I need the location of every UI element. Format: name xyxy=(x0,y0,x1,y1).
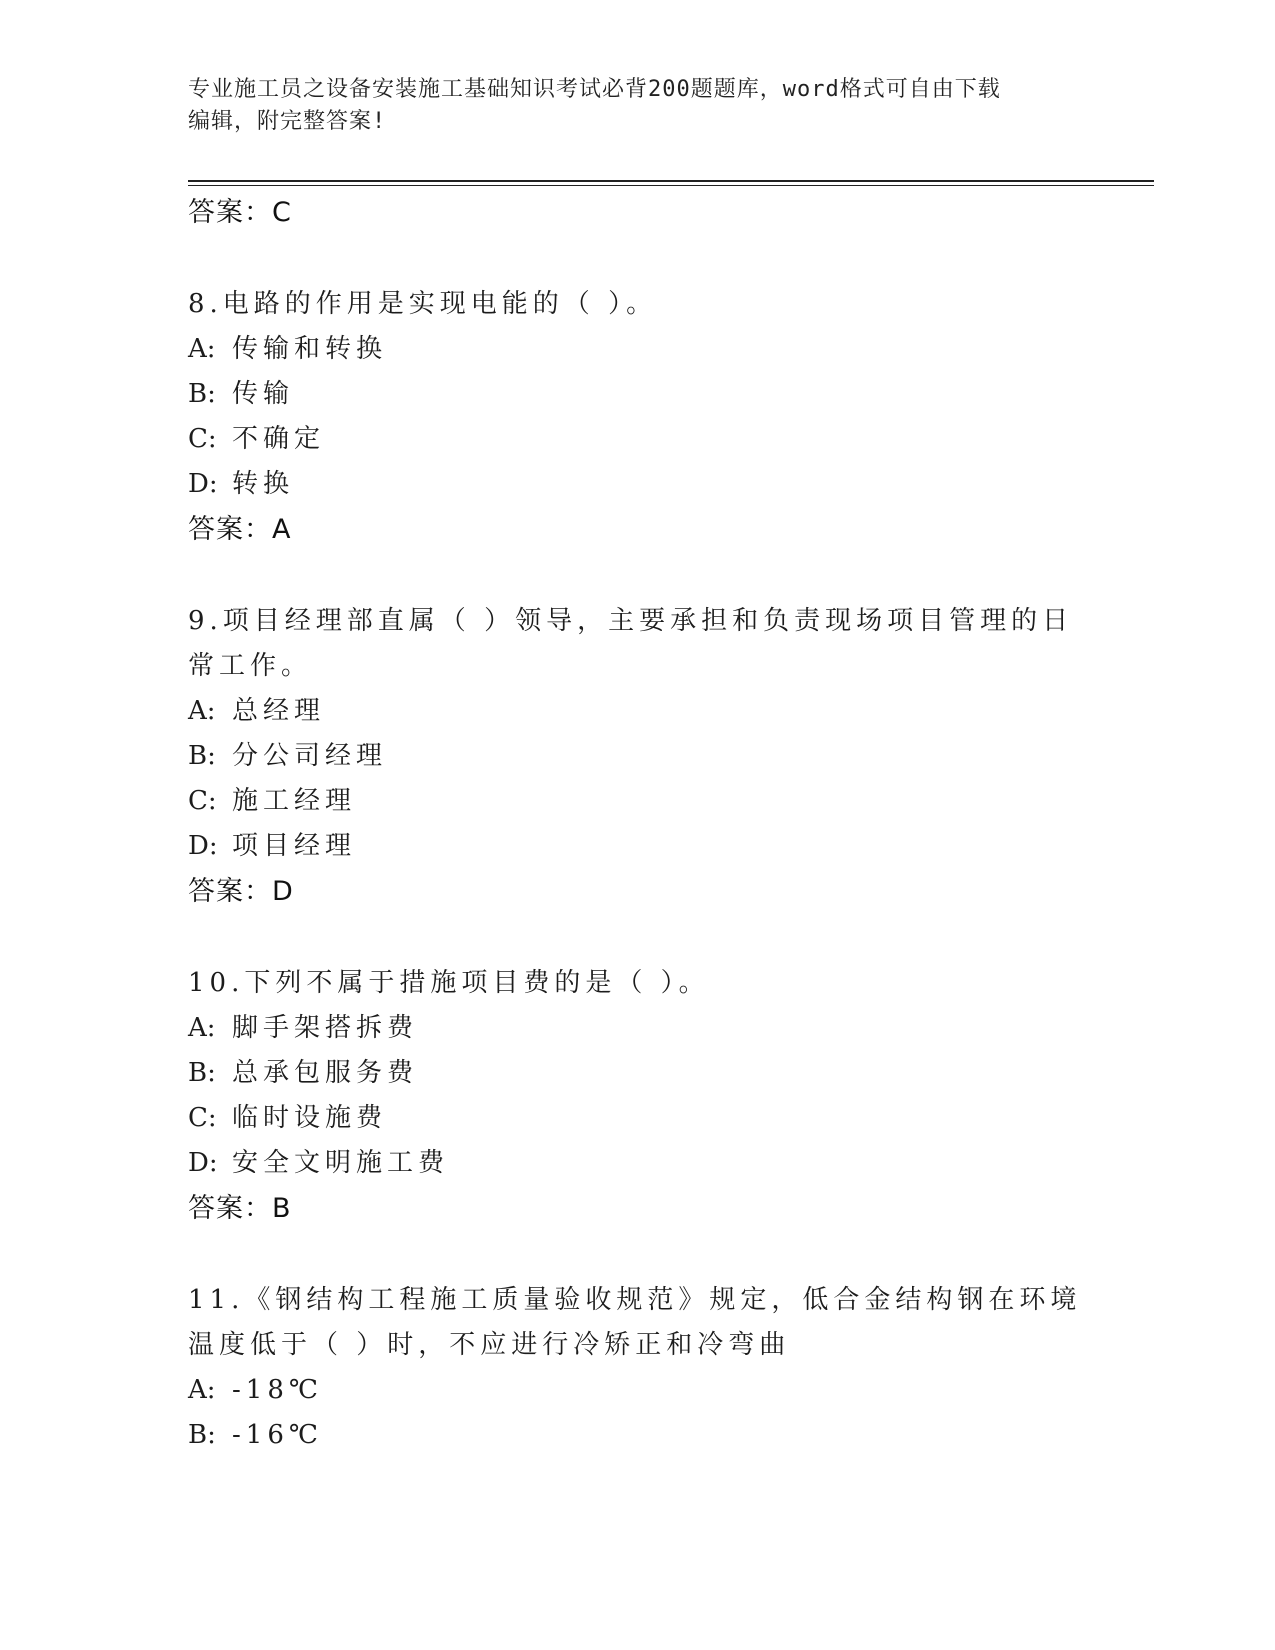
option-text: 施工经理 xyxy=(232,786,357,816)
spacer xyxy=(188,1232,1088,1278)
option-letter: C: xyxy=(188,424,217,454)
question-block xyxy=(188,599,1088,915)
option-a xyxy=(188,1006,1088,1051)
document-header xyxy=(188,74,1068,138)
spacer xyxy=(188,236,1088,282)
question-block xyxy=(188,282,1088,553)
header-title-line-2: 编辑，附完整答案! xyxy=(188,109,387,134)
option-letter: C: xyxy=(188,1103,217,1133)
answer-line: 答案：B xyxy=(188,1193,292,1224)
option-d xyxy=(188,1141,1088,1186)
option-text: 项目经理 xyxy=(232,831,357,861)
option-letter: D: xyxy=(188,1148,218,1178)
option-letter: D: xyxy=(188,469,218,499)
spacer xyxy=(188,553,1088,599)
option-b xyxy=(188,1413,1088,1458)
option-b xyxy=(188,734,1088,779)
option-text: 不确定 xyxy=(232,424,326,454)
option-text: 总经理 xyxy=(232,696,326,726)
option-d xyxy=(188,462,1088,507)
option-c xyxy=(188,1096,1088,1141)
option-text: 安全文明施工费 xyxy=(232,1148,450,1178)
option-text: -16℃ xyxy=(232,1420,323,1450)
header-title-line-1: 专业施工员之设备安装施工基础知识考试必背200题题库，word格式可自由下载 xyxy=(188,77,1001,102)
option-b xyxy=(188,372,1088,417)
spacer xyxy=(188,915,1088,961)
option-letter: B: xyxy=(188,1058,216,1088)
question-text: 10.下列不属于措施项目费的是（ ）。 xyxy=(188,968,710,998)
option-a xyxy=(188,327,1088,372)
question-block xyxy=(188,1278,1088,1458)
option-letter: A: xyxy=(188,334,216,364)
option-letter: A: xyxy=(188,1013,216,1043)
option-d xyxy=(188,824,1088,869)
option-letter: B: xyxy=(188,741,216,771)
question-text: 11.《钢结构工程施工质量验收规范》规定，低合金结构钢在环境温度低于（ ）时，不应进行冷矫正和冷弯曲 xyxy=(188,1285,1082,1360)
option-letter: D: xyxy=(188,831,218,861)
header-divider-thin xyxy=(188,185,1154,186)
option-text: -18℃ xyxy=(232,1375,323,1405)
option-text: 脚手架搭拆费 xyxy=(232,1013,419,1043)
option-text: 总承包服务费 xyxy=(232,1058,419,1088)
option-letter: B: xyxy=(188,379,216,409)
question-block xyxy=(188,961,1088,1232)
option-letter: B: xyxy=(188,1420,216,1450)
option-text: 传输和转换 xyxy=(232,334,388,364)
option-text: 临时设施费 xyxy=(232,1103,388,1133)
question-text: 9.项目经理部直属（ ）领导，主要承担和负责现场项目管理的日常工作。 xyxy=(188,606,1074,681)
question-text: 8.电路的作用是实现电能的（ ）。 xyxy=(188,289,658,319)
option-letter: C: xyxy=(188,786,217,816)
answer-line: 答案：D xyxy=(188,876,294,907)
option-c xyxy=(188,417,1088,462)
option-letter: A: xyxy=(188,1375,216,1405)
option-letter: A: xyxy=(188,696,216,726)
option-c xyxy=(188,779,1088,824)
option-b xyxy=(188,1051,1088,1096)
option-a xyxy=(188,1368,1088,1413)
option-a xyxy=(188,689,1088,734)
question-list xyxy=(188,190,1088,1458)
header-divider-thick xyxy=(188,180,1154,182)
answer-line: 答案：A xyxy=(188,514,292,545)
option-text: 分公司经理 xyxy=(232,741,388,771)
option-text: 传输 xyxy=(232,379,295,409)
answer-line: 答案：C xyxy=(188,197,292,228)
option-text: 转换 xyxy=(232,469,295,499)
